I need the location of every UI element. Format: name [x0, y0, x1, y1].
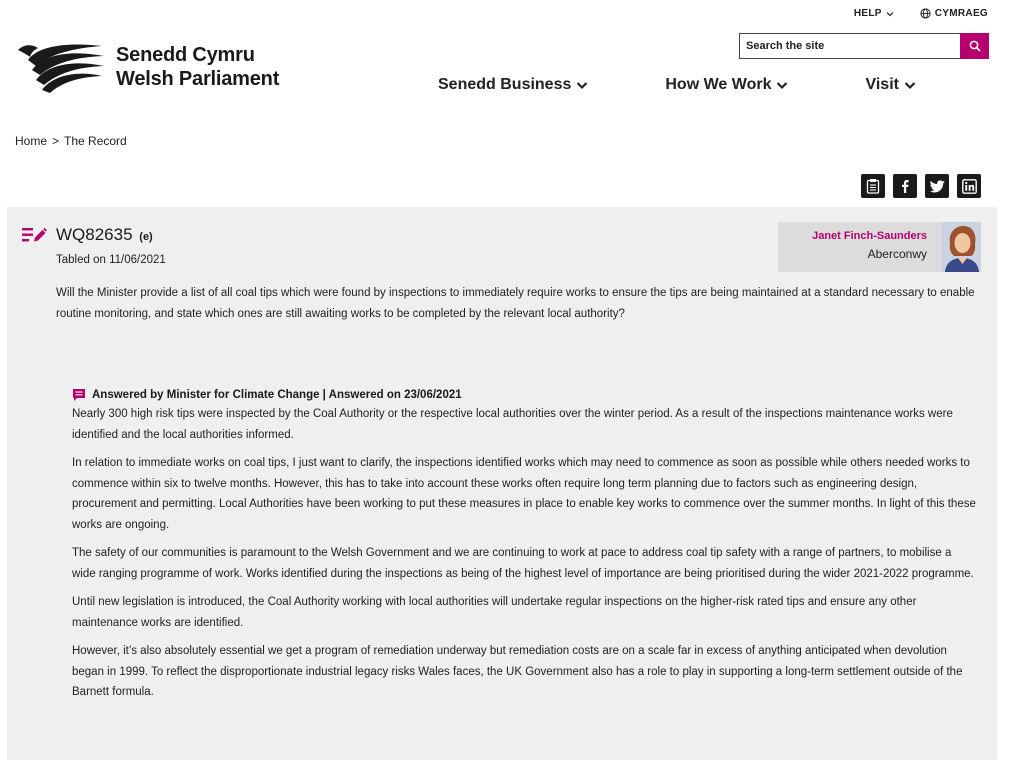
question-language: (e) [139, 231, 153, 243]
dragon-logo-icon [14, 40, 106, 94]
utility-nav [854, 8, 988, 19]
member-constituency: Aberconwy [867, 247, 927, 261]
site-search [739, 33, 989, 59]
chevron-down-icon [776, 81, 788, 90]
site-logo[interactable] [14, 40, 279, 94]
member-card[interactable] [778, 222, 981, 272]
twitter-share-button[interactable] [925, 174, 949, 198]
search-input[interactable] [739, 33, 960, 59]
nav-visit[interactable] [865, 76, 916, 94]
answer-paragraph: However, it’s also absolutely essential we get a program of remediation underway but remediation costs are on a scale far in excess of anything anticipated when devolution began in 1999. To reflect the disproportionate industrial legacy risks Wales faces, the UK Government also has a role to play in supporting a long-term settlement outside of the Barnett formula. [72, 645, 963, 698]
member-info [778, 222, 942, 272]
nav-label: How We Work [665, 76, 772, 93]
clipboard-icon [866, 178, 880, 194]
breadcrumb [15, 134, 127, 148]
nav-label: Senedd Business [438, 76, 572, 93]
answer-section [72, 385, 977, 711]
logo-line-2: Welsh Parliament [116, 68, 280, 90]
nav-how-we-work[interactable] [665, 76, 788, 94]
logo-line-1: Senedd Cymru [116, 44, 255, 66]
answer-paragraph: Until new legislation is introduced, the Coal Authority working with local authorities will undertake regular inspections on the higher-risk rated tips and ensure any other maintenance works are identified. [72, 596, 917, 629]
twitter-icon [930, 180, 945, 193]
answer-paragraph: In relation to immediate works on coal tips, I just want to clarify, the inspections identified works which may need to commence as soon as possible while others needed works to commence within six to twelve months. However, this has to take into account these works often require long term planning due to factors such as engineering design, procurement and permitting. Local Authorities have been working to put these measures in place to enable key works to commence over the summer months. In light of this these works are ongoing. [72, 457, 976, 531]
written-question-icon [22, 226, 47, 244]
facebook-icon [898, 179, 912, 193]
member-portrait [942, 222, 981, 272]
search-button[interactable] [960, 33, 989, 59]
answer-speech-icon [72, 388, 86, 402]
language-label: CYMRAEG [934, 8, 988, 19]
answer-paragraph: The safety of our communities is paramount to the Welsh Government and we are continuing to work at pace to address coal tip safety with a range of partners, to mobilise a wide ranging programme of work. Works identified during the inspections as being of the highest level of importance are being prioritised during the wider 2021-2022 programme. [72, 547, 974, 580]
chevron-down-icon [576, 81, 588, 90]
answer-paragraph: Nearly 300 high risk tips were inspected by the Coal Authority or the respective local authorities over the winter period. As a result of the inspections maintenance works were identified and the local authorities informed. [72, 408, 953, 441]
breadcrumb-separator: > [52, 134, 60, 148]
chevron-down-icon [886, 11, 894, 17]
member-name[interactable]: Janet Finch-Saunders [812, 230, 927, 242]
chevron-down-icon [904, 81, 916, 90]
linkedin-icon [962, 179, 977, 194]
question-id [56, 225, 153, 245]
written-question-panel [7, 207, 997, 760]
share-bar [861, 174, 981, 198]
help-menu[interactable] [854, 8, 894, 19]
question-text: Will the Minister provide a list of all coal tips which were found by inspections to immediately require works to ensure the tips are being maintained at a standard necessary to enable routine monitoring, and state which ones are still awaiting works to be completed by the relevant local authority? [56, 287, 975, 320]
tabled-date: Tabled on 11/06/2021 [56, 254, 166, 266]
globe-icon [920, 8, 931, 19]
answer-header-text: Answered by Minister for Climate Change | Answered on 23/06/2021 [92, 388, 462, 401]
help-label: HELP [853, 8, 882, 19]
main-nav [438, 76, 916, 94]
member-photo[interactable] [942, 222, 981, 272]
nav-label: Visit [865, 76, 899, 93]
question-number: WQ82635 [56, 225, 133, 244]
facebook-share-button[interactable] [893, 174, 917, 198]
language-toggle[interactable] [920, 8, 988, 19]
search-icon [969, 40, 981, 52]
breadcrumb-current: The Record [64, 134, 127, 148]
copy-button[interactable] [861, 174, 885, 198]
breadcrumb-home[interactable]: Home [15, 134, 48, 148]
answer-header [72, 385, 977, 404]
nav-senedd-business[interactable] [438, 76, 588, 94]
linkedin-share-button[interactable] [957, 174, 981, 198]
